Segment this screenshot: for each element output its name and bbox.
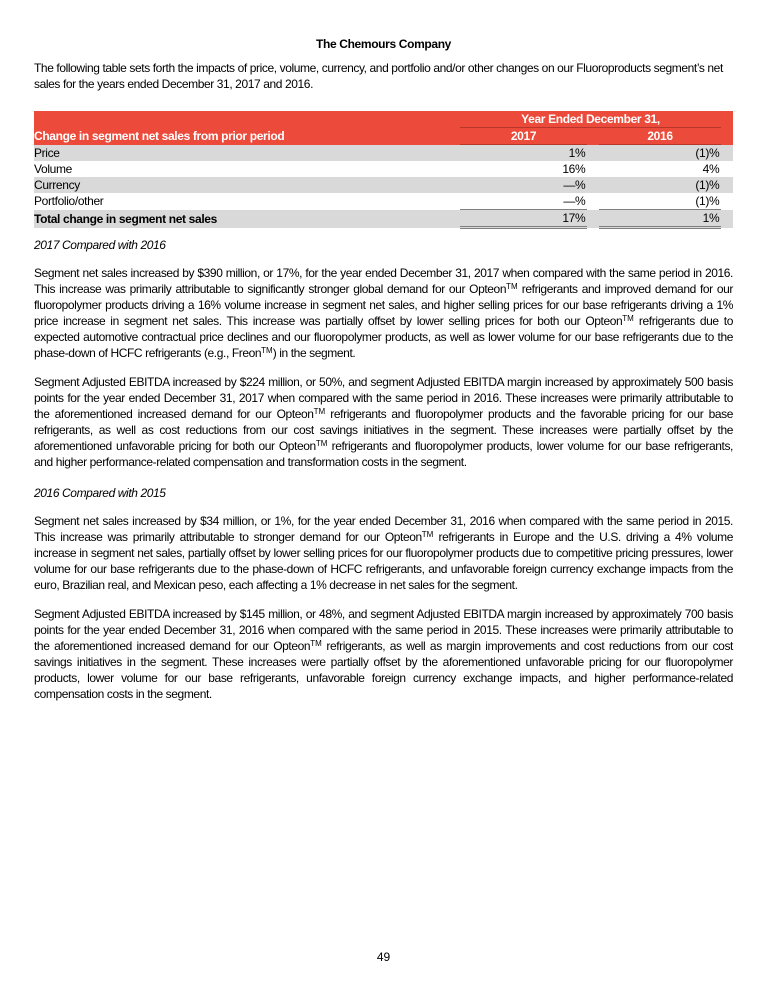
table-row-currency	[34, 177, 733, 193]
paragraph-net-sales-2017: Segment net sales increased by $390 million, or 17%, for the year ended December 31, 2017 when compared with the same period in 2016. This increase was primarily attributable to significantly stronger global demand for our Opteon™ refrigerants and improved demand for our fluoropolymer products driving a 16% volume increase in segment net sales, and higher selling prices for our base refrigerants driving a 1% price increase in segment net sales. This increase was partially offset by lower selling prices for both our Opteon™ refrigerants due to expected automotive contractual price declines and our fluoropolymer products, as well as lower volume for our base refrigerants due to the phase-down of HCFC refrigerants (e.g., Freon™) in the segment.	[34, 266, 733, 360]
trademark-mark: TM	[313, 407, 326, 416]
value-2017: 1	[568, 146, 575, 160]
intro-paragraph: The following table sets forth the impacts of price, volume, currency, and portfolio and/or other changes on our Fluoroproducts segment’s net sales for the years ended December 31, 2017 and 2016.	[34, 61, 723, 91]
trademark-mark: TM	[261, 346, 273, 355]
percent-sign: %	[709, 146, 720, 160]
percent-sign: %	[575, 210, 587, 228]
row-label: Volume	[34, 162, 72, 176]
row-header-label: Change in segment net sales from prior period	[34, 129, 285, 143]
section-heading-2016-vs-2015: 2016 Compared with 2015	[34, 486, 166, 500]
section-heading-2017-vs-2016: 2017 Compared with 2016	[34, 238, 166, 252]
year-ended-header: Year Ended December 31,	[460, 111, 721, 128]
value-2016: (1)	[695, 178, 709, 192]
row-label: Portfolio/other	[34, 194, 104, 209]
table-row-price	[34, 145, 733, 162]
value-2017: 16	[562, 162, 575, 176]
percent-sign: %	[575, 162, 586, 176]
trademark-mark: TM	[421, 530, 434, 539]
row-label: Price	[34, 145, 60, 160]
table-row-portfolio-other	[34, 193, 733, 210]
page-number: 49	[376, 950, 391, 964]
row-label: Total change in segment net sales	[34, 211, 217, 226]
row-label: Currency	[34, 178, 80, 192]
table-header-row-2	[34, 128, 733, 145]
value-2016: (1)	[695, 194, 709, 208]
percent-sign: %	[709, 194, 720, 208]
table-row-total	[34, 210, 733, 228]
percent-sign: %	[709, 162, 720, 176]
value-2017: —	[563, 178, 575, 192]
value-2016: 1	[599, 210, 709, 228]
value-2017: 17	[460, 210, 575, 228]
percent-sign: %	[709, 178, 720, 192]
paragraph-ebitda-2017: Segment Adjusted EBITDA increased by $224 million, or 50%, and segment Adjusted EBITDA margin increased by approximately 500 basis points for the year ended December 31, 2017 when compared with the same period in 2016. These increases were primarily attributable to the aforementioned increased demand for our Opteon™ refrigerants and fluoropolymer products and the favorable pricing for our base refrigerants, as well as cost reductions from our cost savings initiatives in the segment. These increases were partially offset by the aforementioned unfavorable pricing for both our Opteon™ refrigerants and fluoropolymer products, lower volume for our base refrigerants, and higher performance-related compensation and transformation costs in the segment.	[34, 375, 733, 469]
trademark-mark: TM	[622, 314, 634, 323]
company-title: The Chemours Company	[315, 37, 452, 51]
trademark-mark: TM	[310, 639, 322, 648]
paragraph-net-sales-2016: Segment net sales increased by $34 million, or 1%, for the year ended December 31, 2016 when compared with the same period in 2015. This increase was primarily attributable to stronger demand for our Opteon™ refrigerants in Europe and the U.S. driving a 4% volume increase in segment net sales, partially offset by lower selling prices for our fluoropolymer products due to competitive pricing pressures, lower volume for our base refrigerants due to the phase-down of HCFC refrigerants, and unfavorable foreign currency exchange impacts from the euro, Brazilian real, and Mexican peso, each affecting a 1% decrease in net sales for the segment.	[34, 514, 733, 592]
percent-sign: %	[575, 194, 586, 208]
percent-sign: %	[709, 210, 721, 228]
value-2016: (1)	[695, 146, 709, 160]
trademark-mark: TM	[506, 282, 518, 291]
net-sales-change-table	[34, 111, 733, 229]
column-header-2016: 2016	[599, 128, 721, 145]
value-2017: —	[563, 194, 575, 208]
percent-sign: %	[575, 146, 586, 160]
table-header-row-1	[34, 111, 733, 128]
column-header-2017: 2017	[460, 128, 587, 145]
paragraph-ebitda-2016: Segment Adjusted EBITDA increased by $145 million, or 48%, and segment Adjusted EBITDA margin increased by approximately 700 basis points for the year ended December 31, 2016 when compared with the same period in 2015. These increases were primarily attributable to the aforementioned increased demand for our Opteon™ refrigerants, as well as margin improvements and cost reductions from our cost savings initiatives in the segment. These increases were partially offset by the aforementioned unfavorable pricing for our fluoropolymer products, lower volume for our base refrigerants, unfavorable foreign currency exchange impacts, and higher performance-related compensation costs in the segment.	[34, 607, 733, 701]
trademark-mark: TM	[315, 439, 328, 448]
value-2016: 4	[702, 162, 709, 176]
table-row-volume	[34, 161, 733, 177]
percent-sign: %	[575, 178, 586, 192]
